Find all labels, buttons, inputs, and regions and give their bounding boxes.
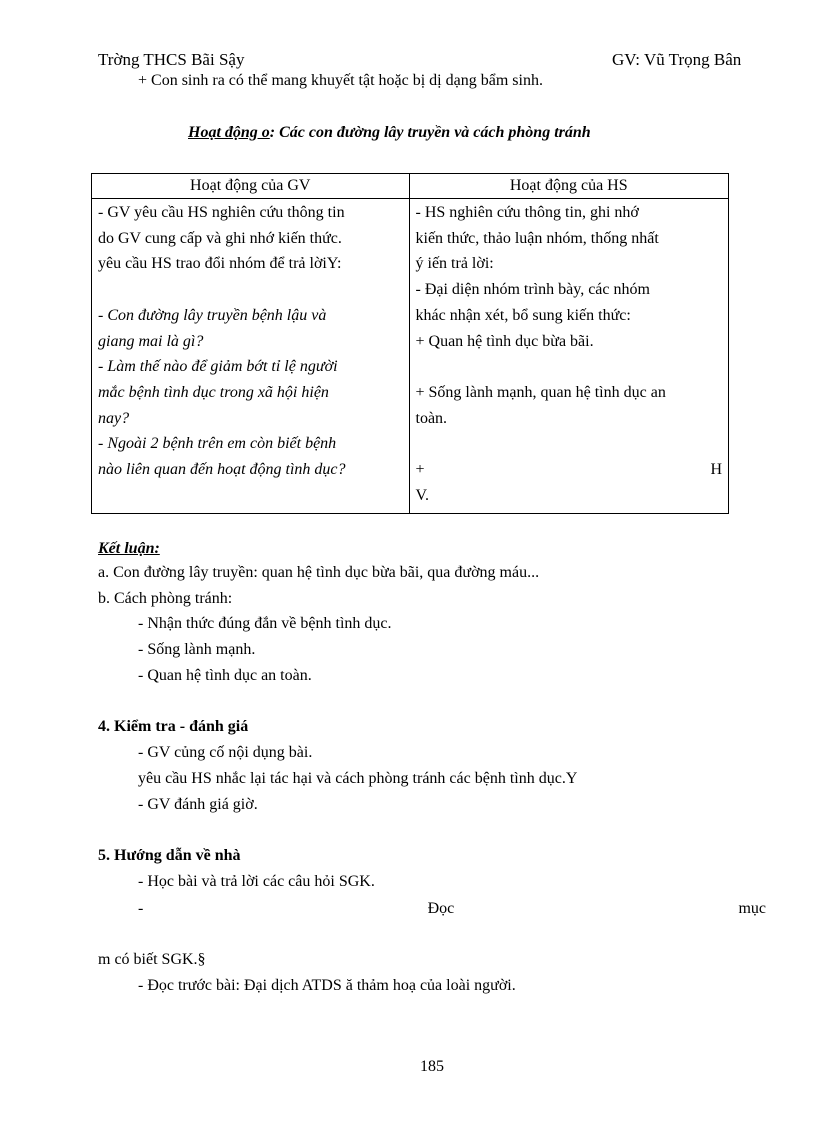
- section-title-label: Hoạt động o: [188, 124, 270, 141]
- hs-line: toàn.: [415, 409, 448, 427]
- gv-question-line: nào liên quan đến hoạt động tình dục?: [98, 461, 346, 479]
- gv-line: do GV cung cấp và ghi nhớ kiến thức.: [98, 229, 342, 247]
- hs-line: + Sống lành mạnh, quan hệ tình dục an: [415, 383, 666, 401]
- gv-question-line: - Con đường lây truyền bệnh lậu và: [98, 306, 327, 324]
- gv-line: - GV yêu cầu HS nghiên cứu thông tin: [98, 204, 345, 221]
- section5-dash: -: [138, 900, 144, 917]
- hs-line: khác nhận xét, bổ sung kiến thức:: [415, 306, 631, 324]
- page-number: 185: [420, 1058, 444, 1075]
- section-title-text: : Các con đường lây truyền và cách phòng tránh: [269, 124, 591, 141]
- activity-table: [91, 173, 729, 514]
- section4-line: - GV củng cố nội dụng bài.: [138, 744, 313, 761]
- section5-line: - Học bài và trả lời các câu hỏi SGK.: [138, 873, 375, 890]
- hs-line: - HS nghiên cứu thông tin, ghi nhớ: [415, 204, 639, 221]
- gv-cell: [92, 199, 410, 514]
- section5-line: - Đọc trước bài: Đại dịch ATDS ă thảm hoạ của loài người.: [138, 977, 516, 994]
- conclusion-item: - Quan hệ tình dục an toàn.: [138, 667, 312, 684]
- section5-heading: 5. Hướng dẫn về nhà: [98, 847, 241, 864]
- gv-spacer: [98, 277, 403, 303]
- gv-question-line: nay?: [98, 409, 130, 427]
- table-header-hs: Hoạt động của HS: [409, 174, 729, 199]
- hs-cell: [409, 199, 729, 514]
- gv-question-line: mắc bệnh tình dục trong xã hội hiện: [98, 383, 329, 401]
- hs-line: + Quan hệ tình dục bừa bãi.: [415, 332, 594, 350]
- gv-line: yêu cầu HS trao đổi nhóm để trả lờiY:: [98, 255, 342, 273]
- header-school: Trờng THCS Bãi Sậy: [98, 50, 245, 69]
- conclusion-b: b. Cách phòng tránh:: [98, 590, 233, 607]
- section4-heading: 4. Kiểm tra - đánh giá: [98, 718, 249, 735]
- hs-line: ý iến trả lời:: [415, 255, 494, 273]
- section5-justified-line: [138, 900, 766, 918]
- conclusion-heading: Kết luận:: [98, 540, 160, 557]
- conclusion-item: - Nhận thức đúng đắn về bệnh tình dục.: [138, 615, 392, 632]
- hs-line: V.: [415, 486, 429, 504]
- section5-continuation: m có biết SGK.§: [98, 951, 206, 968]
- conclusion-item: - Sống lành mạnh.: [138, 641, 256, 658]
- hs-spacer: [416, 354, 723, 380]
- hs-spacer: [416, 431, 723, 457]
- conclusion-a: a. Con đường lây truyền: quan hệ tình dục bừa bãi, qua đường máu...: [98, 564, 540, 581]
- section5-doc: Đọc: [427, 900, 455, 917]
- hs-h: H: [710, 461, 722, 479]
- intro-line: + Con sinh ra có thể mang khuyết tật hoặc bị dị dạng bẩm sinh.: [138, 72, 543, 89]
- table-header-gv: Hoạt động của GV: [92, 174, 410, 199]
- hs-plus: +: [415, 461, 425, 479]
- section5-muc: mục: [738, 900, 766, 917]
- section-title: [188, 124, 591, 142]
- hs-justified-line: [416, 457, 723, 483]
- section4-line: - GV đánh giá giờ.: [138, 796, 258, 813]
- gv-question-line: - Làm thế nào để giảm bớt tỉ lệ người: [98, 358, 338, 376]
- gv-question-line: giang mai là gì?: [98, 332, 204, 350]
- gv-question-line: - Ngoài 2 bệnh trên em còn biết bệnh: [98, 435, 337, 453]
- hs-line: - Đại diện nhóm trình bày, các nhóm: [415, 281, 650, 299]
- section4-line: yêu cầu HS nhắc lại tác hại và cách phòng tránh các bệnh tình dục.Y: [138, 770, 578, 787]
- header-teacher: GV: Vũ Trọng Bân: [612, 50, 742, 69]
- hs-line: kiến thức, thảo luận nhóm, thống nhất: [415, 229, 659, 247]
